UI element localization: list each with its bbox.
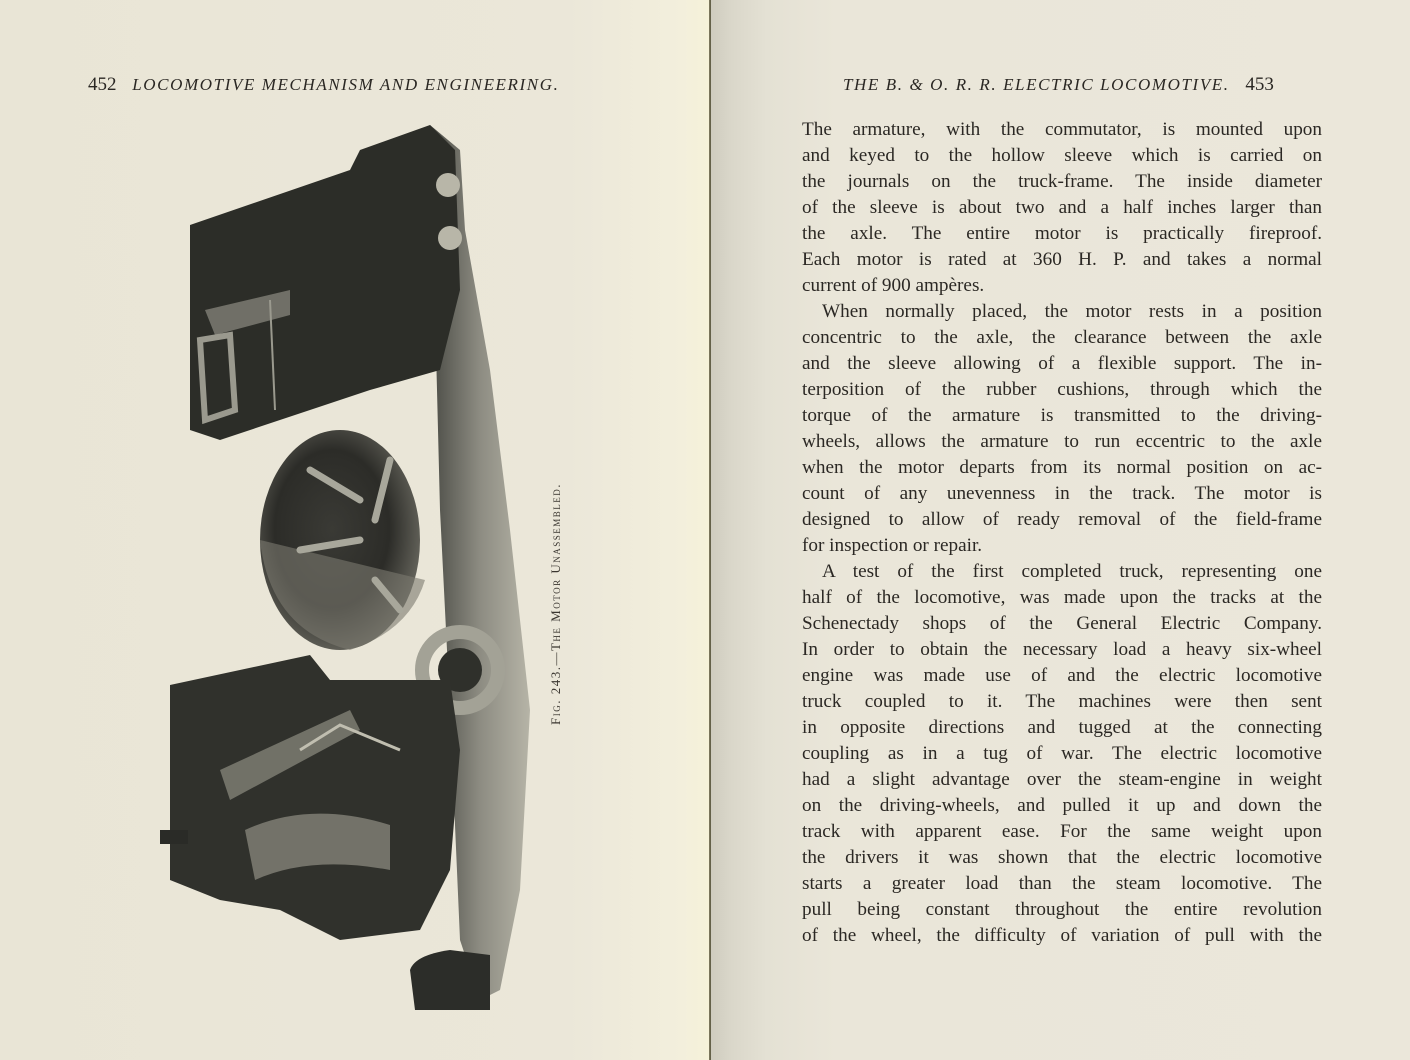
text-line: pull being constant throughout the entire revolution [802, 899, 1322, 920]
right-page-number: 453 [1245, 74, 1274, 95]
text-line: count of any unevenness in the track. The motor is [802, 483, 1322, 504]
text-line: coupling as in a tug of war. The electric locomotive [802, 743, 1322, 764]
text-line: and keyed to the hollow sleeve which is carried on [802, 145, 1322, 166]
text-line: the drivers it was shown that the electric locomotive [802, 847, 1322, 868]
text-line: on the driving-wheels, and pulled it up and down the [802, 795, 1322, 816]
left-running-head [88, 74, 559, 96]
text-line: designed to allow of ready removal of the field-frame [802, 509, 1322, 530]
text-line: of the sleeve is about two and a half inches larger than [802, 197, 1322, 218]
text-line: When normally placed, the motor rests in a position [822, 301, 1322, 322]
text-line: wheels, allows the armature to run eccentric to the axle [802, 431, 1322, 452]
text-line: for inspection or repair. [802, 535, 983, 556]
right-running-title: THE B. & O. R. R. ELECTRIC LOCOMOTIVE. [843, 75, 1230, 94]
left-page-number: 452 [88, 74, 117, 95]
text-line: Schenectady shops of the General Electric Company. [802, 613, 1322, 634]
text-line: Each motor is rated at 360 H. P. and takes a normal [802, 249, 1322, 270]
text-line: current of 900 ampères. [802, 275, 985, 296]
figure-caption: Fig. 243.—The Motor Unassembled. [548, 483, 563, 725]
body-text [802, 117, 1322, 949]
text-line: starts a greater load than the steam locomotive. The [802, 873, 1322, 894]
left-running-title: LOCOMOTIVE MECHANISM AND ENGINEERING. [132, 75, 560, 94]
text-line: truck coupled to it. The machines were then sent [802, 691, 1322, 712]
text-line: had a slight advantage over the steam-engine in weight [802, 769, 1322, 790]
right-running-head [843, 74, 1274, 96]
paragraph-2 [802, 299, 1322, 559]
text-line: of the wheel, the difficulty of variation of pull with the [802, 925, 1322, 946]
text-line: when the motor departs from its normal position on ac- [802, 457, 1322, 478]
text-line: concentric to the axle, the clearance between the axle [802, 327, 1322, 348]
motor-photograph [160, 110, 540, 1010]
text-line: track with apparent ease. For the same weight upon [802, 821, 1322, 842]
text-line: and the sleeve allowing of a flexible support. The in- [802, 353, 1322, 374]
paragraph-3 [802, 559, 1322, 949]
text-line: the journals on the truck-frame. The inside diameter [802, 171, 1322, 192]
text-line: In order to obtain the necessary load a heavy six-wheel [802, 639, 1322, 660]
text-line: terposition of the rubber cushions, through which the [802, 379, 1322, 400]
text-line: engine was made use of and the electric locomotive [802, 665, 1322, 686]
figure-title: The Motor Unassembled. [548, 483, 563, 652]
text-line: half of the locomotive, was made upon the tracks at the [802, 587, 1322, 608]
text-line: the axle. The entire motor is practically fireproof. [802, 223, 1322, 244]
paragraph-1 [802, 117, 1322, 299]
text-line: The armature, with the commutator, is mounted upon [802, 119, 1322, 140]
text-line: torque of the armature is transmitted to the driving- [802, 405, 1322, 426]
text-line: in opposite directions and tugged at the connecting [802, 717, 1322, 738]
figure-number: Fig. 243. [548, 665, 563, 725]
motor-unassembled-image [160, 110, 540, 1010]
text-line: A test of the first completed truck, representing one [822, 561, 1322, 582]
